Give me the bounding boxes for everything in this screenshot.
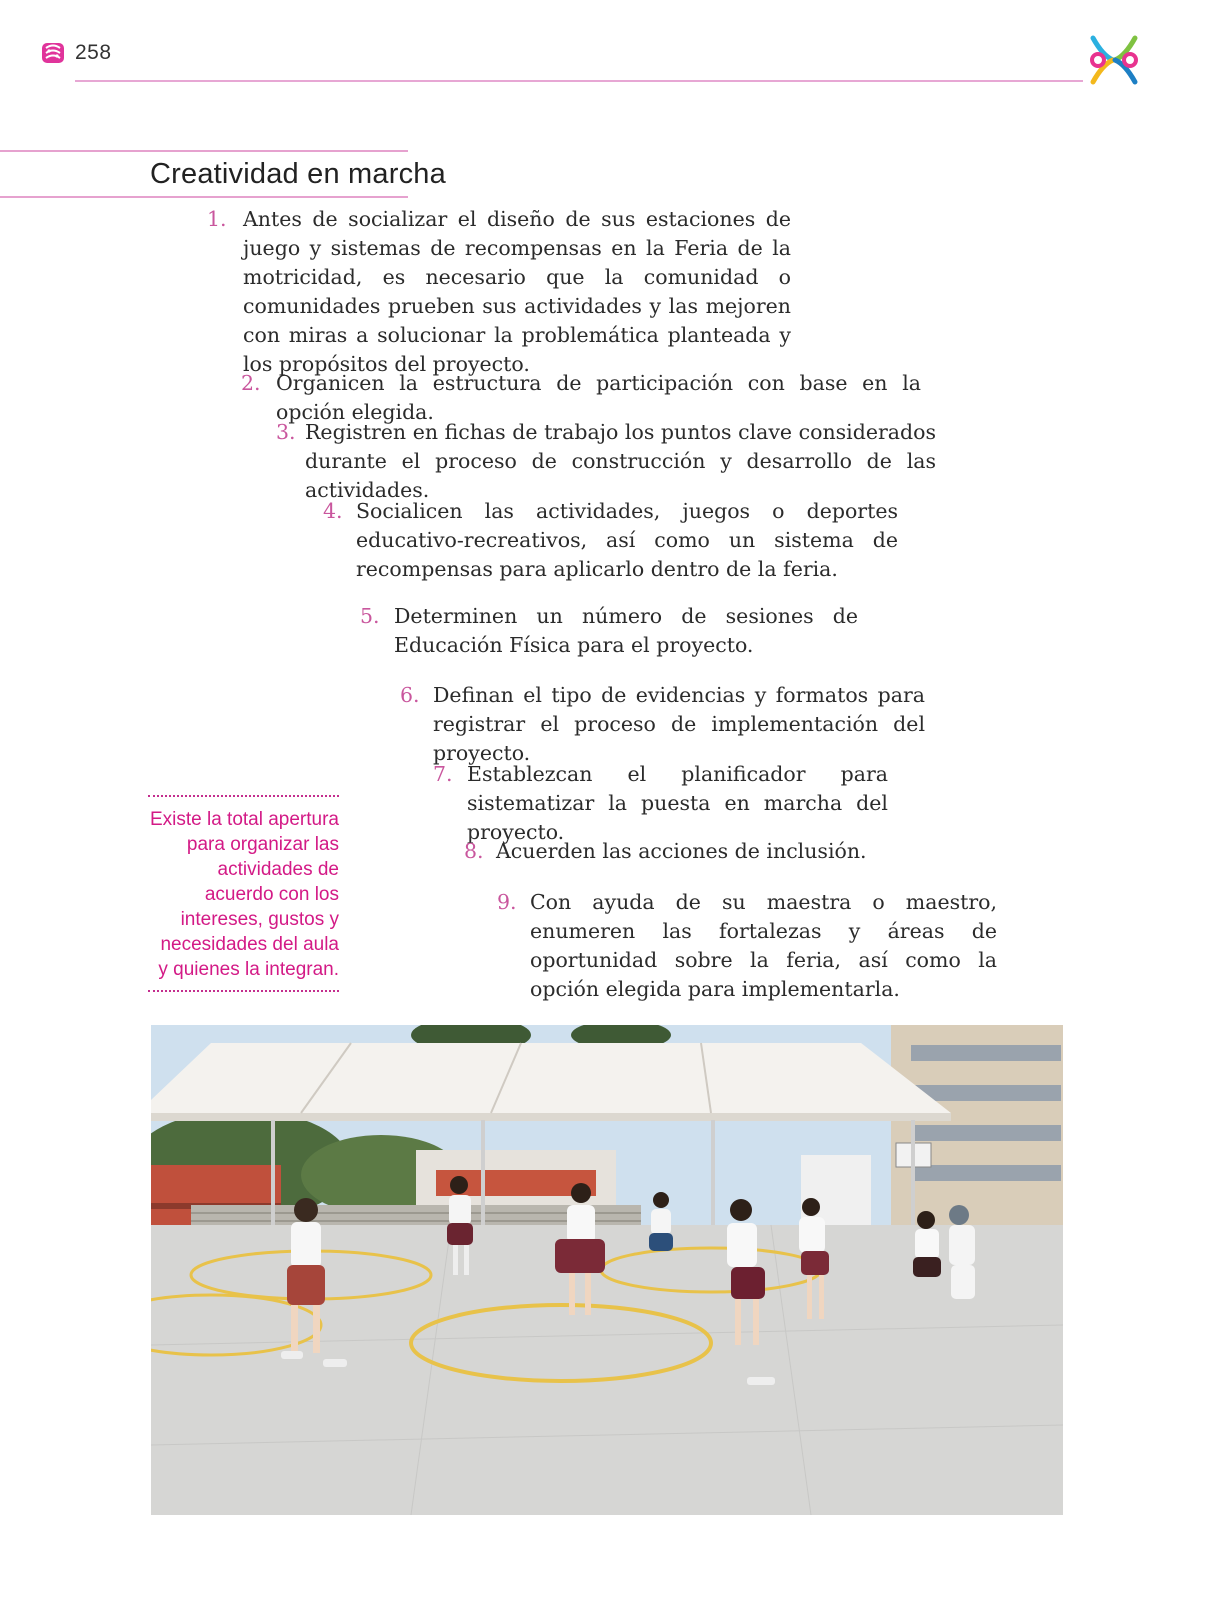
section-rule-bottom xyxy=(0,196,408,198)
list-item xyxy=(323,497,898,584)
page-number: 258 xyxy=(75,41,112,64)
item-text: Organicen la estructura de participación con base en la opción elegida. xyxy=(276,371,921,424)
note-text: Existe la total apertura para organizar las actividades de acuerdo con los intereses, gustos y necesidades del aula y quienes la integran. xyxy=(149,809,339,980)
item-number: 3. xyxy=(276,420,296,444)
note-divider-bottom xyxy=(148,990,339,992)
item-number: 7. xyxy=(433,762,453,786)
item-number: 2. xyxy=(241,371,261,395)
list-item xyxy=(207,205,791,379)
colorful-x-logo-icon xyxy=(1087,34,1141,86)
header-rule xyxy=(75,80,1083,82)
list-item xyxy=(433,760,888,847)
item-number: 1. xyxy=(207,207,227,231)
item-number: 4. xyxy=(323,499,343,523)
item-number: 8. xyxy=(464,839,484,863)
sidebar-note xyxy=(148,795,339,992)
item-text: Determinen un número de sesiones de Educación Física para el proyecto. xyxy=(394,604,858,657)
schoolyard-photo xyxy=(151,1025,1063,1515)
section-rule-top xyxy=(0,150,408,152)
item-text: Con ayuda de su maestra o maestro, enumeren las fortalezas y áreas de oportunidad sobre la feria, así como la opción elegida para implementarla. xyxy=(530,890,997,1001)
item-number: 9. xyxy=(497,890,517,914)
list-item xyxy=(497,888,997,1004)
list-item xyxy=(400,681,925,768)
item-text: Definan el tipo de evidencias y formatos para registrar el proceso de implementación del proyecto. xyxy=(433,683,925,765)
item-text: Acuerden las acciones de inclusión. xyxy=(496,839,867,863)
list-item xyxy=(360,602,858,660)
list-item xyxy=(464,837,884,866)
item-text: Establezcan el planificador para sistematizar la puesta en marcha del proyecto. xyxy=(467,762,888,844)
section-title: Creatividad en marcha xyxy=(150,158,446,190)
item-text: Registren en fichas de trabajo los puntos clave considerados durante el proceso de construcción y desarrollo de las actividades. xyxy=(305,420,936,502)
item-number: 5. xyxy=(360,604,380,628)
item-number: 6. xyxy=(400,683,420,707)
pink-glyph-icon xyxy=(40,40,66,66)
list-item xyxy=(276,418,936,505)
item-text: Socialicen las actividades, juegos o deportes educativo-recreativos, así como un sistema de recompensas para aplicarlo dentro de la feria. xyxy=(356,499,898,581)
item-text: Antes de socializar el diseño de sus estaciones de juego y sistemas de recompensas en la Feria de la motricidad, es necesario que la comunidad o comunidades prueben sus actividades y las mejoren con miras a solucionar la problemática planteada y los propósitos del proyecto. xyxy=(243,207,791,376)
